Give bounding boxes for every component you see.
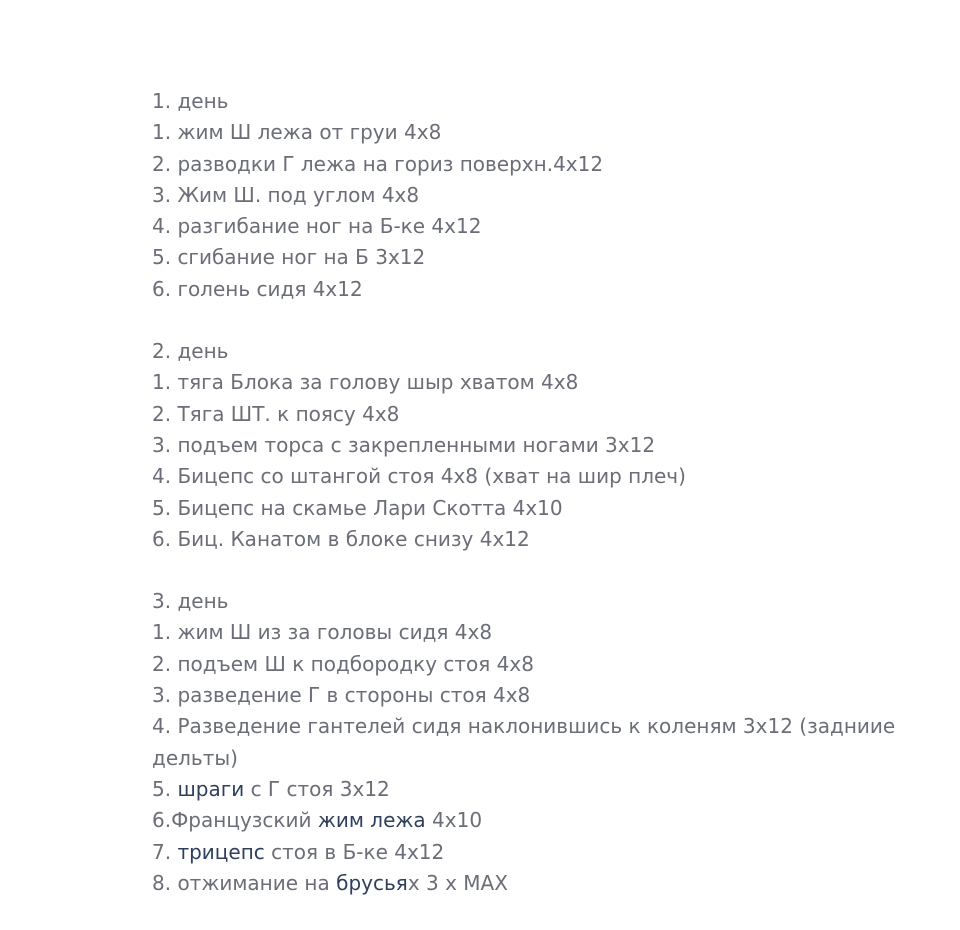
day-1-heading: 1. день xyxy=(152,89,229,113)
day-3-exercise-4: 4. Разведение гантелей сидя наклонившись к коленям 3х12 (задниие дельты) xyxy=(152,714,896,770)
exercise-6-suffix: 4х10 xyxy=(425,808,483,833)
day-3-exercise-1: 1. жим Ш из за головы сидя 4х8 xyxy=(152,620,493,645)
day-1-exercise-3: 3. Жим Ш. под углом 4х8 xyxy=(152,182,420,207)
day-2-exercise-5: 5. Бицепс на скамье Лари Скотта 4х10 xyxy=(152,495,563,520)
day-2-exercise-2: 2. Тяга ШТ. к поясу 4х8 xyxy=(152,401,400,426)
day-3-heading: 3. день xyxy=(152,589,229,614)
exercise-8-suffix: х 3 х МАХ xyxy=(407,870,508,895)
section-spacer xyxy=(152,305,912,336)
shrugs-link[interactable]: шраги xyxy=(177,776,245,801)
day-2-exercise-4: 4. Бицепс со штангой стоя 4х8 (хват на шир плеч) xyxy=(152,464,686,489)
day-3-exercise-5 xyxy=(152,774,912,805)
parallel-bars-link[interactable]: брусья xyxy=(336,870,408,895)
day-3-exercise-6 xyxy=(152,805,912,836)
day-1-exercise-5: 5. сгибание ног на Б 3х12 xyxy=(152,245,426,270)
workout-plan-document xyxy=(152,86,912,899)
day-1-exercise-1: 1. жим Ш лежа от груи 4х8 xyxy=(152,120,442,145)
exercise-8-prefix: 8. отжимание на xyxy=(152,870,337,895)
exercise-7-suffix: стоя в Б-ке 4х12 xyxy=(264,839,445,864)
exercise-7-prefix: 7. xyxy=(152,839,178,864)
day-1-exercise-6: 6. голень сидя 4х12 xyxy=(152,276,363,301)
day-3-exercise-3: 3. разведение Г в стороны стоя 4х8 xyxy=(152,683,531,708)
triceps-link[interactable]: трицепс xyxy=(177,839,265,864)
day-3-exercise-2: 2. подъем Ш к подбородку стоя 4х8 xyxy=(152,651,534,676)
day-2-exercise-3: 3. подъем торса с закрепленными ногами 3х12 xyxy=(152,432,656,457)
day-2-heading: 2. день xyxy=(152,339,229,364)
day-2-exercise-1: 1. тяга Блока за голову шыр хватом 4х8 xyxy=(152,370,579,395)
day-3-exercise-7 xyxy=(152,837,912,868)
bench-press-link[interactable]: жим лежа xyxy=(317,808,426,833)
day-3-exercise-8 xyxy=(152,868,912,899)
exercise-5-suffix: с Г стоя 3х12 xyxy=(244,776,390,801)
section-spacer xyxy=(152,555,912,586)
day-1-exercise-2: 2. разводки Г лежа на гориз поверхн.4х12 xyxy=(152,151,604,176)
day-1-exercise-4: 4. разгибание ног на Б-ке 4х12 xyxy=(152,214,482,239)
day-2-exercise-6: 6. Биц. Канатом в блоке снизу 4х12 xyxy=(152,526,530,551)
exercise-5-prefix: 5. xyxy=(152,776,178,801)
exercise-6-prefix: 6.Французский xyxy=(152,808,318,833)
